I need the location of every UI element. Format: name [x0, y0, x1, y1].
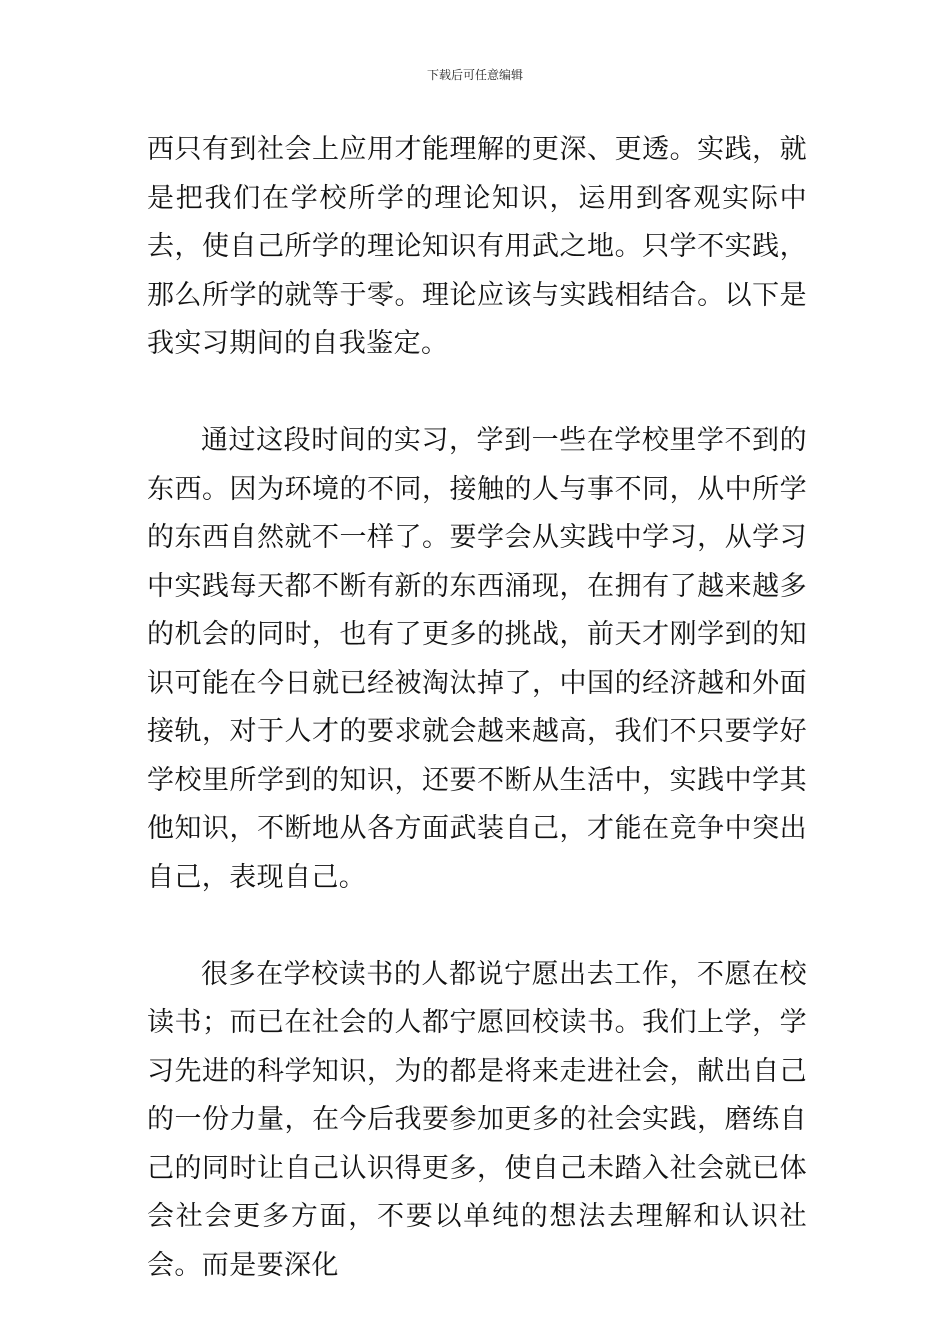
document-body — [147, 126, 807, 1290]
header-note: 下载后可任意编辑 — [426, 68, 523, 82]
paragraph-1: 西只有到社会上应用才能理解的更深、更透。实践，就是把我们在学校所学的理论知识，运用到客观实际中去，使自己所学的理论知识有用武之地。只学不实践，那么所学的就等于零。理论应该与实践相结合。以下是我实习期间的自我鉴定。 — [147, 134, 807, 359]
paragraph-3: 很多在学校读书的人都说宁愿出去工作，不愿在校读书；而已在社会的人都宁愿回校读书。我们上学，学习先进的科学知识，为的都是将来走进社会，献出自己的一份力量，在今后我要参加更多的社会实践，磨练自己的同时让自己认识得更多，使自己未踏入社会就已体会社会更多方面，不要以单纯的想法去理解和认识社会。而是要深化 — [147, 958, 807, 1281]
paragraph-2: 通过这段时间的实习，学到一些在学校里学不到的东西。因为环境的不同，接触的人与事不同，从中所学的东西自然就不一样了。要学会从实践中学习，从学习中实践每天都不断有新的东西涌现，在拥有了越来越多的机会的同时，也有了更多的挑战，前天才刚学到的知识可能在今日就已经被淘汰掉了，中国的经济越和外面接轨，对于人才的要求就会越来越高，我们不只要学好学校里所学到的知识，还要不断从生活中，实践中学其他知识，不断地从各方面武装自己，才能在竞争中突出自己，表现自己。 — [147, 425, 807, 893]
